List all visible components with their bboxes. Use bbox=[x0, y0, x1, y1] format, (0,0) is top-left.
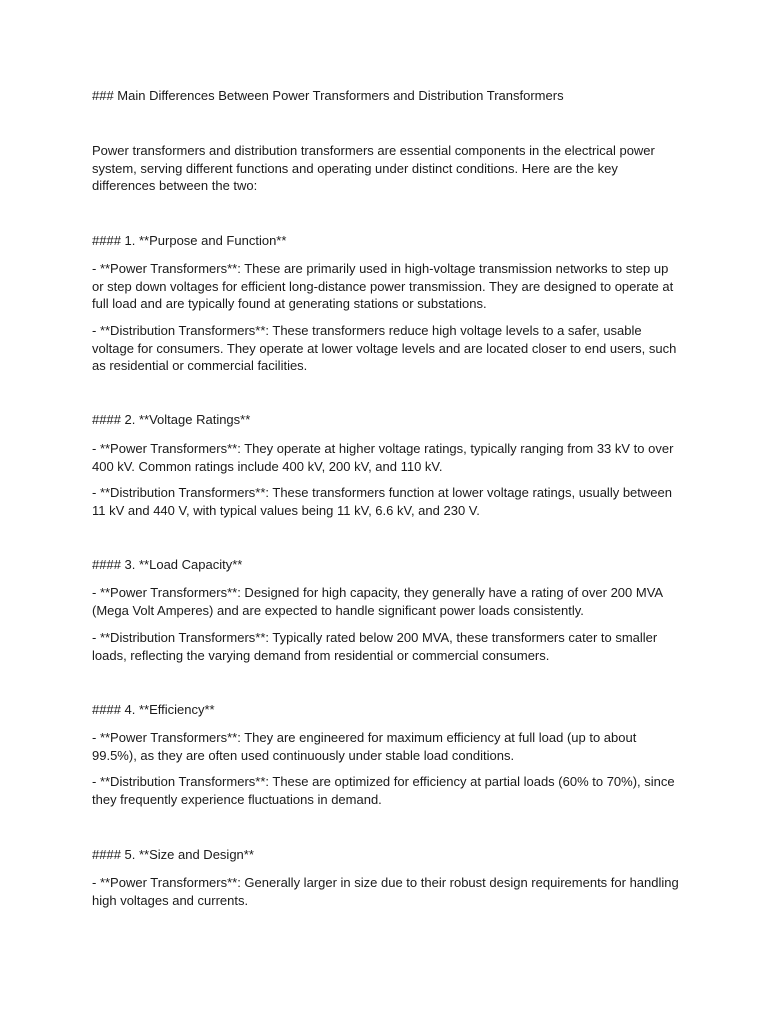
bullet-distribution-load: - **Distribution Transformers**: Typically rated below 200 MVA, these transformers cater to smaller loads, reflecting the varying demand from residential or commercial consumers. bbox=[92, 630, 658, 663]
section-heading-load: #### 3. **Load Capacity** bbox=[92, 557, 243, 572]
bullet-power-purpose: - **Power Transformers**: These are primarily used in high-voltage transmission networks to step up or step down voltages for efficient long-distance power transmission. They are designed to operate at full load and are typically found at generating stations or substations. bbox=[92, 261, 674, 312]
bullet-power-size: - **Power Transformers**: Generally larger in size due to their robust design requirements for handling high voltages and currents. bbox=[92, 875, 679, 908]
intro-paragraph: Power transformers and distribution transformers are essential components in the electrical power system, serving different functions and operating under distinct conditions. Here are the key differences between the two: bbox=[92, 143, 655, 193]
bullet-distribution-efficiency: - **Distribution Transformers**: These are optimized for efficiency at partial loads (60% to 70%), since they frequently experience fluctuations in demand. bbox=[92, 774, 675, 807]
bullet-power-load: - **Power Transformers**: Designed for high capacity, they generally have a rating of over 200 MVA (Mega Volt Amperes) and are expected to handle significant power loads consistently. bbox=[92, 585, 663, 618]
document-title: ### Main Differences Between Power Transformers and Distribution Transformers bbox=[92, 88, 564, 103]
section-heading-voltage: #### 2. **Voltage Ratings** bbox=[92, 412, 251, 427]
section-heading-size: #### 5. **Size and Design** bbox=[92, 847, 254, 862]
bullet-power-efficiency: - **Power Transformers**: They are engineered for maximum efficiency at full load (up to about 99.5%), as they are often used continuously under stable load conditions. bbox=[92, 730, 637, 763]
bullet-distribution-purpose: - **Distribution Transformers**: These transformers reduce high voltage levels to a safer, usable voltage for consumers. They operate at lower voltage levels and are located closer to end users, such as residential or commercial facilities. bbox=[92, 323, 677, 374]
bullet-distribution-voltage: - **Distribution Transformers**: These transformers function at lower voltage ratings, usually between 11 kV and 440 V, with typical values being 11 kV, 6.6 kV, and 230 V. bbox=[92, 485, 672, 518]
bullet-power-voltage: - **Power Transformers**: They operate at higher voltage ratings, typically ranging from 33 kV to over 400 kV. Common ratings include 400 kV, 200 kV, and 110 kV. bbox=[92, 441, 674, 474]
section-heading-efficiency: #### 4. **Efficiency** bbox=[92, 702, 215, 717]
section-heading-purpose: #### 1. **Purpose and Function** bbox=[92, 233, 287, 248]
